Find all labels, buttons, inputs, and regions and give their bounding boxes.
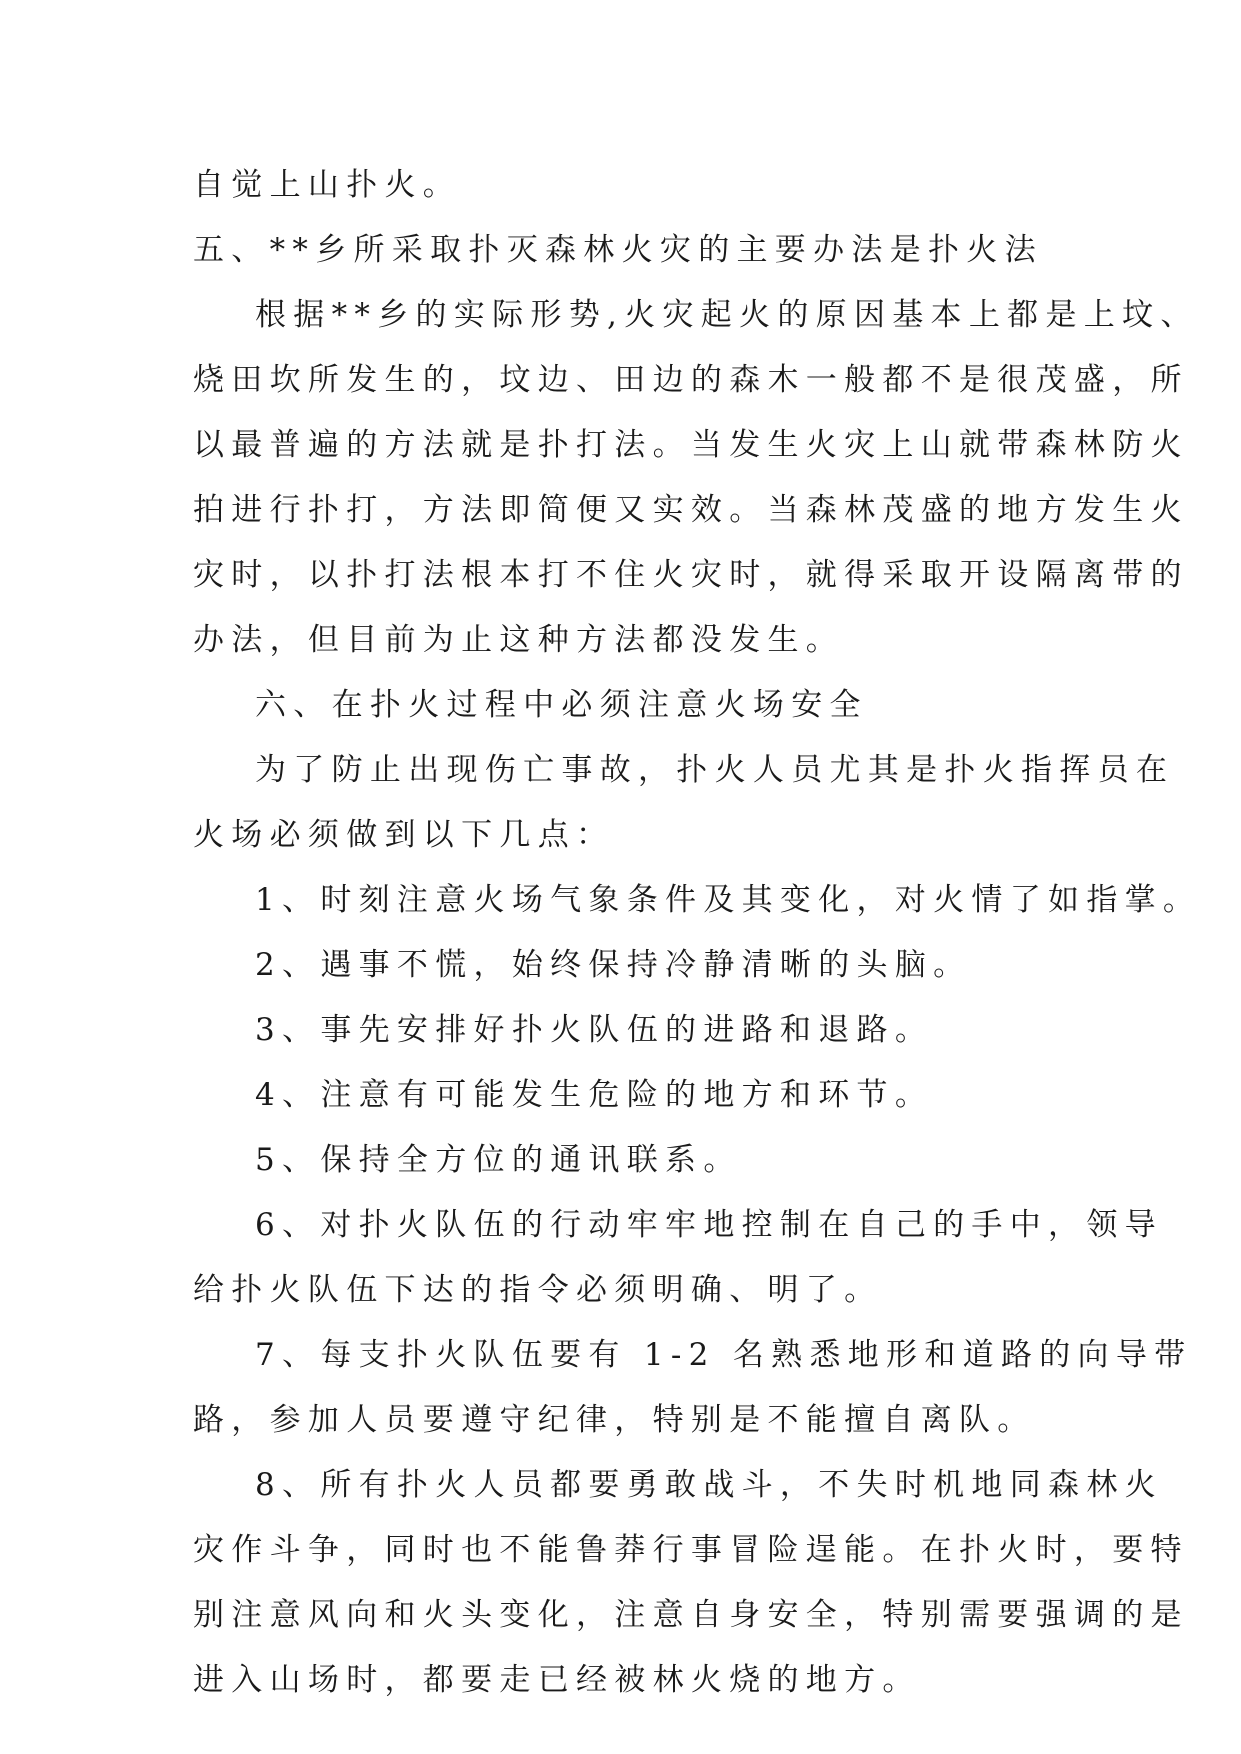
text-line: 进入山场时，都要走已经被林火烧的地方。 (193, 1662, 921, 1698)
text-line: 为了防止出现伤亡事故，扑火人员尤其是扑火指挥员在 (255, 752, 1175, 788)
list-item: 4、注意有可能发生危险的地方和环节。 (255, 1077, 934, 1113)
text-line: 以最普遍的方法就是扑打法。当发生火灾上山就带森林防火 (193, 427, 1189, 463)
text-line: 办法，但目前为止这种方法都没发生。 (193, 622, 845, 658)
text-line: 根据**乡的实际形势,火灾起火的原因基本上都是上坟、 (255, 297, 1199, 333)
text-line: 拍进行扑打，方法即简便又实效。当森林茂盛的地方发生火 (193, 492, 1189, 528)
text-line: 给扑火队伍下达的指令必须明确、明了。 (193, 1272, 883, 1308)
text-line: 灾时，以扑打法根本打不住火灾时，就得采取开设隔离带的 (193, 557, 1189, 593)
list-item: 2、遇事不慌，始终保持冷静清晰的头脑。 (255, 947, 972, 983)
list-item: 8、所有扑火人员都要勇敢战斗，不失时机地同森林火 (255, 1467, 1163, 1503)
text-line: 路，参加人员要遵守纪律，特别是不能擅自离队。 (193, 1402, 1036, 1438)
section-heading: 六、在扑火过程中必须注意火场安全 (255, 687, 868, 723)
list-item: 1、时刻注意火场气象条件及其变化，对火情了如指掌。 (255, 882, 1202, 918)
list-item: 7、每支扑火队伍要有 1-2 名熟悉地形和道路的向导带 (255, 1337, 1193, 1373)
section-heading: 五、**乡所采取扑灭森林火灾的主要办法是扑火法 (193, 232, 1043, 268)
text-line: 灾作斗争，同时也不能鲁莽行事冒险逞能。在扑火时，要特 (193, 1532, 1189, 1568)
list-item: 6、对扑火队伍的行动牢牢地控制在自己的手中，领导 (255, 1207, 1163, 1243)
list-item: 5、保持全方位的通讯联系。 (255, 1142, 742, 1178)
text-line: 火场必须做到以下几点： (193, 817, 615, 853)
text-line: 自觉上山扑火。 (193, 167, 462, 203)
text-line: 别注意风向和火头变化，注意自身安全，特别需要强调的是 (193, 1597, 1189, 1633)
text-line: 烧田坎所发生的，坟边、田边的森木一般都不是很茂盛，所 (193, 362, 1189, 398)
list-item: 3、事先安排好扑火队伍的进路和退路。 (255, 1012, 934, 1048)
